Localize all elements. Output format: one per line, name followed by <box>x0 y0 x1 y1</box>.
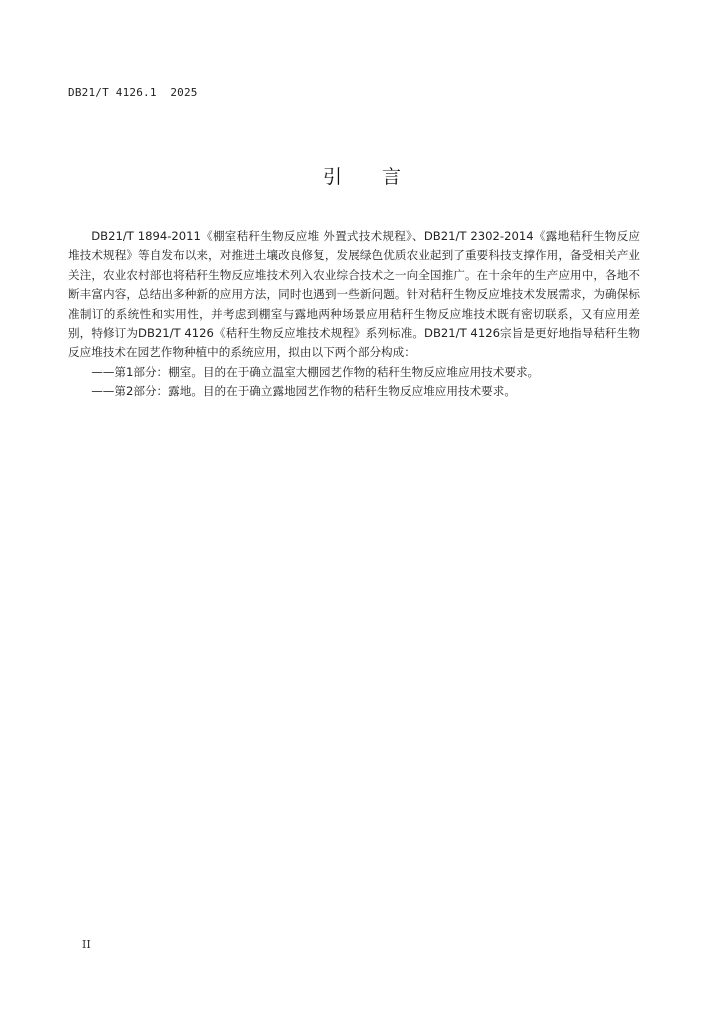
part-2-item: ——第2部分：露地。目的在于确立露地园艺作物的秸秆生物反应堆应用技术要求。 <box>91 384 516 399</box>
document-standard-number: DB21/T 4126.1 2025 <box>68 86 198 99</box>
introduction-body <box>68 227 640 402</box>
title-char-1: 引 <box>322 166 342 188</box>
part-1-item: ——第1部分：棚室。目的在于确立温室大棚园艺作物的秸秆生物反应堆应用技术要求。 <box>91 364 540 379</box>
page-number: II <box>82 938 91 951</box>
section-title <box>0 162 724 189</box>
title-char-2: 言 <box>382 166 402 188</box>
introduction-paragraph: DB21/T 1894-2011《棚室秸秆生物反应堆 外置式技术规程》、DB21/T 2302-2014《露地秸秆生物反应堆技术规程》等自发布以来，对推进土壤改良修复，发展绿色优质农业起到了重要科技支撑作用，备受相关产业关注，农业农村部也将秸秆生物反应堆技术列入农业综合技术之一向全国推广。在十余年的生产应用中，各地不断丰富内容，总结出多种新的应用方法，同时也遇到一些新问题。针对秸秆生物反应堆技术发展需求，为确保标准制订的系统性和实用性，并考虑到棚室与露地两种场景应用秸秆生物反应堆技术既有密切联系，又有应用差别，特修订为DB21/T 4126《秸秆生物反应堆技术规程》系列标准。DB21/T 4126宗旨是更好地指导秸秆生物反应堆技术在园艺作物种植中的系统应用，拟由以下两个部分构成： <box>68 229 640 360</box>
